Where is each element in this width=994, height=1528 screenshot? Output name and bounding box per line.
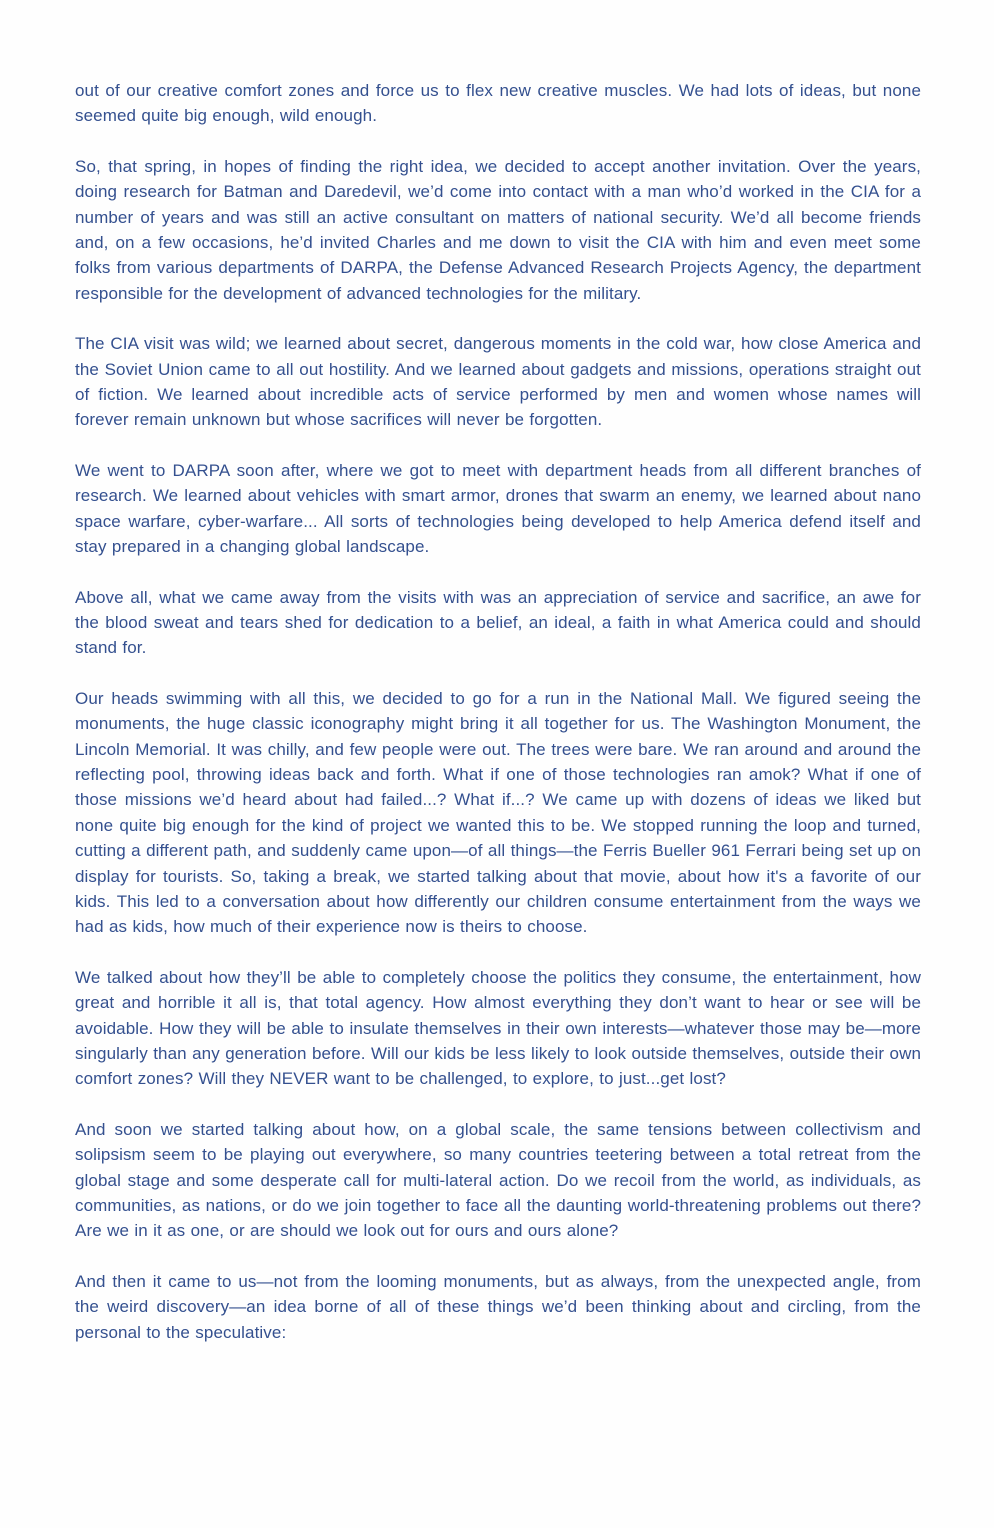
body-paragraph: And then it came to us—not from the looming monuments, but as always, from the unexpected angle, from the weird discovery—an idea borne of all of these things we’d been thinking about and circling, from the personal to the speculative: bbox=[75, 1271, 921, 1342]
body-paragraph: The CIA visit was wild; we learned about secret, dangerous moments in the cold war, how close America and the Soviet Union came to all out hostility. And we learned about gadgets and missions, operations straight out of fiction. We learned about incredible acts of service performed by men and women whose names will forever remain unknown but whose sacrifices will never be forgotten. bbox=[75, 334, 921, 430]
body-paragraph: Above all, what we came away from the visits with was an appreciation of service and sacrifice, an awe for the blood sweat and tears shed for dedication to a belief, an ideal, a faith in what America could and should stand for. bbox=[75, 587, 921, 658]
body-paragraph: And soon we started talking about how, on a global scale, the same tensions between collectivism and solipsism seem to be playing out everywhere, so many countries teetering between a total retreat from the global stage and some desperate call for multi-lateral action. Do we recoil from the world, as individuals, as communities, as nations, or do we join together to face all the daunting world-threatening problems out there? Are we in it as one, or are should we look out for ours and ours alone? bbox=[75, 1119, 921, 1241]
body-paragraph: out of our creative comfort zones and force us to flex new creative muscles. We had lots of ideas, but none seemed quite big enough, wild enough. bbox=[75, 81, 921, 126]
page-text-column bbox=[75, 78, 921, 1345]
body-paragraph: So, that spring, in hopes of finding the right idea, we decided to accept another invitation. Over the years, doing research for Batman and Daredevil, we’d come into contact with a man who’d worked in the CIA for a number of years and was still an active consultant on matters of national security. We’d all become friends and, on a few occasions, he’d invited Charles and me down to visit the CIA with him and even meet some folks from various departments of DARPA, the Defense Advanced Research Projects Agency, the department responsible for the development of advanced technologies for the military. bbox=[75, 156, 921, 303]
body-paragraph: Our heads swimming with all this, we decided to go for a run in the National Mall. We figured seeing the monuments, the huge classic iconography might bring it all together for us. The Washington Monument, the Lincoln Memorial. It was chilly, and few people were out. The trees were bare. We ran around and around the reflecting pool, throwing ideas back and forth. What if one of those technologies ran amok? What if one of those missions we’d heard about had failed...? What if...? We came up with dozens of ideas we liked but none quite big enough for the kind of project we wanted this to be. We stopped running the loop and turned, cutting a different path, and suddenly came upon—of all things—the Ferris Bueller 961 Ferrari being set up on display for tourists. So, taking a break, we started talking about that movie, about how it's a favorite of our kids. This led to a conversation about how differently our children consume entertainment from the ways we had as kids, how much of their experience now is theirs to choose. bbox=[75, 688, 921, 937]
body-paragraph: We went to DARPA soon after, where we got to meet with department heads from all different branches of research. We learned about vehicles with smart armor, drones that swarm an enemy, we learned about nano space warfare, cyber-warfare... All sorts of technologies being developed to help America defend itself and stay prepared in a changing global landscape. bbox=[75, 460, 921, 557]
body-paragraph: We talked about how they’ll be able to completely choose the politics they consume, the entertainment, how great and horrible it all is, that total agency. How almost everything they don’t want to hear or see will be avoidable. How they will be able to insulate themselves in their own interests—whatever those may be—more singularly than any generation before. Will our kids be less likely to look outside themselves, outside their own comfort zones? Will they NEVER want to be challenged, to explore, to just...get lost? bbox=[75, 967, 921, 1089]
